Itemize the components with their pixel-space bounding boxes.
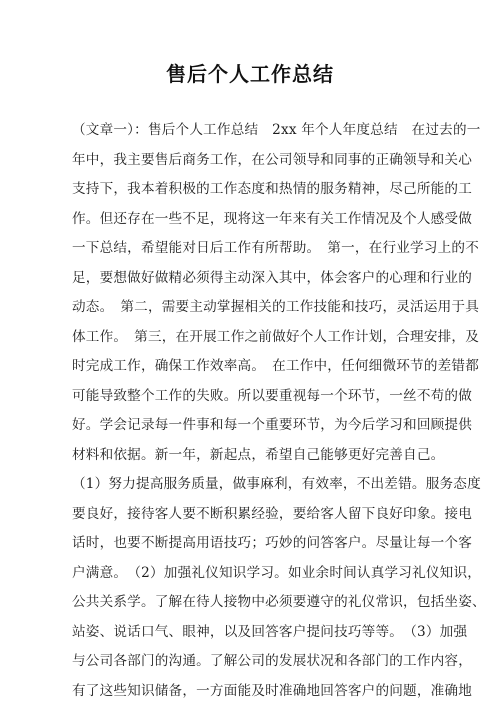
text-line: 话时，也要不断提高用语技巧；巧妙的问答客户。尽量让每一个客 — [72, 535, 473, 551]
text-line: 支持下，我本着积极的工作态度和热情的服务精神，尽己所能的工 — [72, 181, 473, 197]
text-line: 年中，我主要售后商务工作，在公司领导和同事的正确领导和关心 — [72, 151, 473, 168]
text-line: 一下总结，希望能对日后工作有所帮助。 第一，在行业学习上的不 — [72, 240, 480, 256]
text-line: 与公司各部门的沟通。了解公司的发展状况和各部门的工作内容， — [72, 653, 473, 669]
text-line: 有了这些知识储备，一方面能及时准确地回答客户的问题，准确地 — [72, 682, 473, 699]
text-line: 作。但还存在一些不足，现将这一年来有关工作情况及个人感受做 — [72, 210, 473, 227]
text-line: 足，要想做好做精必须得主动深入其中，体会客户的心理和行业的 — [72, 269, 473, 286]
text-line: 公共关系学。了解在待人接物中必须要遵守的礼仪常识，包括坐姿、 — [72, 594, 486, 610]
text-line: 要良好，接待客人要不断积累经验，要给客人留下良好印象。接电 — [72, 505, 473, 522]
text-line: 体工作。 第三，在开展工作之前做好个人工作计划，合理安排，及 — [72, 328, 480, 345]
body-text — [72, 116, 486, 706]
text-line: 材料和依据。新一年，新起点，希望自己能够更好完善自己。 — [72, 446, 445, 463]
text-line: （1）努力提高服务质量，做事麻利，有效率，不出差错。服务态度 — [72, 476, 481, 492]
text-line: 可能导致整个工作的失败。所以要重视每一个环节，一丝不苟的做 — [72, 387, 473, 404]
text-line: 站姿、说话口气、眼神，以及回答客户提问技巧等等。 （3）加强 — [72, 623, 468, 640]
text-line: （文章一）：售后个人工作总结 2xx 年个人年度总结 在过去的一 — [72, 122, 481, 138]
text-line: 时完成工作，确保工作效率高。 在工作中，任何细微环节的差错都 — [72, 358, 480, 374]
text-line: 好。学会记录每一件事和每一个重要环节，为今后学习和回顾提供 — [72, 417, 473, 433]
text-line: 动态。 第二，需要主动掌握相关的工作技能和技巧，灵活运用于具 — [72, 299, 480, 315]
page-title: 售后个人工作总结 — [166, 62, 334, 86]
text-line: 户满意。 （2）加强礼仪知识学习。如业余时间认真学习礼仪知识， — [72, 564, 482, 581]
